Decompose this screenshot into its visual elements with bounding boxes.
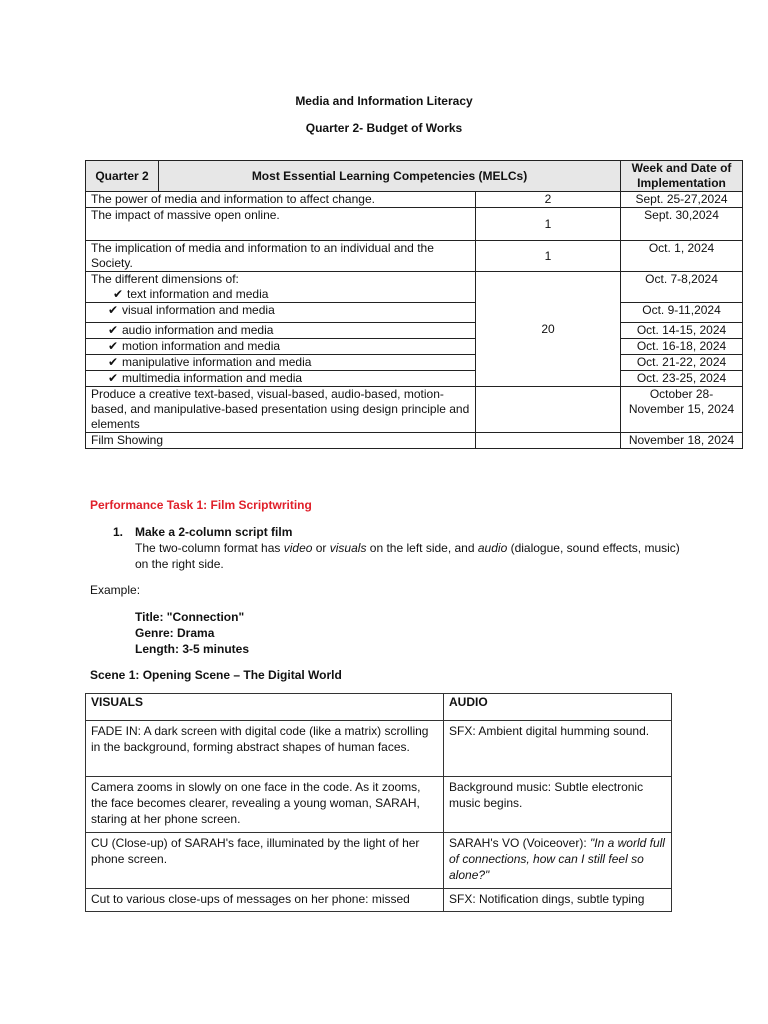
table-row bbox=[86, 303, 743, 323]
days-cell: 1 bbox=[476, 241, 621, 272]
header-quarter: Quarter 2 bbox=[86, 161, 159, 192]
date-cell: Sept. 25-27,2024 bbox=[621, 192, 743, 208]
competency-text: The implication of media and information to an individual and the Society. bbox=[86, 241, 476, 272]
visual-cell: FADE IN: A dark screen with digital code (like a matrix) scrolling in the background, forming abstract shapes of human faces. bbox=[86, 721, 444, 777]
date-cell: November 18, 2024 bbox=[621, 433, 743, 449]
visual-cell: Cut to various close-ups of messages on her phone: missed bbox=[86, 889, 444, 912]
competency-text: The impact of massive open online. bbox=[86, 208, 476, 241]
table-row bbox=[86, 272, 743, 303]
date-cell: Oct. 16-18, 2024 bbox=[621, 339, 743, 355]
competency-subitem: text information and media bbox=[127, 287, 269, 301]
date-cell: Oct. 9-11,2024 bbox=[621, 303, 743, 323]
competency-subitem: manipulative information and media bbox=[122, 355, 312, 369]
visual-cell: CU (Close-up) of SARAH's face, illuminated by the light of her phone screen. bbox=[86, 833, 444, 889]
date-cell: Oct. 14-15, 2024 bbox=[621, 323, 743, 339]
audio-cell: SFX: Ambient digital humming sound. bbox=[444, 721, 672, 777]
date-cell: Oct. 7-8,2024 bbox=[621, 272, 743, 303]
date-cell: Oct. 21-22, 2024 bbox=[621, 355, 743, 371]
days-cell-empty bbox=[476, 433, 621, 449]
example-label: Example: bbox=[90, 583, 141, 597]
document-title: Media and Information Literacy bbox=[295, 94, 473, 108]
table-row bbox=[86, 387, 743, 433]
scene-heading: Scene 1: Opening Scene – The Digital World bbox=[90, 668, 342, 682]
list-item bbox=[86, 355, 476, 371]
table-row bbox=[86, 777, 672, 833]
table-row bbox=[86, 208, 743, 241]
audio-cell: Background music: Subtle electronic music begins. bbox=[444, 777, 672, 833]
date-cell: Oct. 23-25, 2024 bbox=[621, 371, 743, 387]
list-item bbox=[86, 371, 476, 387]
table-row bbox=[86, 721, 672, 777]
task-item-number: 1. bbox=[113, 525, 124, 539]
audio-cell: SARAH's VO (Voiceover): "In a world full of connections, how can I still feel so alone?" bbox=[444, 833, 672, 889]
days-cell: 2 bbox=[476, 192, 621, 208]
performance-task-heading: Performance Task 1: Film Scriptwriting bbox=[90, 498, 312, 512]
script-length: Length: 3-5 minutes bbox=[135, 642, 250, 656]
script-genre: Genre: Drama bbox=[135, 626, 215, 640]
checkmark-icon: ✔ bbox=[108, 303, 119, 317]
list-item bbox=[86, 303, 476, 323]
checkmark-icon: ✔ bbox=[108, 355, 119, 369]
visual-cell: Camera zooms in slowly on one face in the code. As it zooms, the face becomes clearer, revealing a young woman, SARAH, staring at her phone screen. bbox=[86, 777, 444, 833]
days-cell-dimensions: 20 bbox=[476, 272, 621, 387]
competency-text: Produce a creative text-based, visual-based, audio-based, motion-based, and manipulative-based presentation using design principle and elements bbox=[86, 387, 476, 433]
competency-text: Film Showing bbox=[86, 433, 476, 449]
competency-cell bbox=[86, 272, 476, 303]
table-row bbox=[86, 323, 743, 339]
days-cell-empty bbox=[476, 387, 621, 433]
date-cell: October 28-November 15, 2024 bbox=[621, 387, 743, 433]
header-visuals: VISUALS bbox=[86, 694, 444, 721]
competency-subitem: multimedia information and media bbox=[122, 371, 303, 385]
table-row bbox=[86, 192, 743, 208]
checkmark-icon: ✔ bbox=[113, 287, 124, 301]
document-subtitle: Quarter 2- Budget of Works bbox=[305, 121, 463, 135]
table-row bbox=[86, 339, 743, 355]
script-table bbox=[85, 693, 672, 912]
checkmark-icon: ✔ bbox=[108, 339, 119, 353]
table-row bbox=[86, 889, 672, 912]
competency-text: The power of media and information to affect change. bbox=[86, 192, 476, 208]
competency-subitem: visual information and media bbox=[122, 303, 275, 317]
script-header-row bbox=[86, 694, 672, 721]
table-row bbox=[86, 241, 743, 272]
checkmark-icon: ✔ bbox=[108, 371, 119, 385]
list-item bbox=[86, 339, 476, 355]
days-cell: 1 bbox=[476, 208, 621, 241]
checkmark-icon: ✔ bbox=[108, 323, 119, 337]
table-row bbox=[86, 833, 672, 889]
header-melcs: Most Essential Learning Competencies (MELCs) bbox=[159, 161, 621, 192]
list-item bbox=[91, 287, 470, 302]
audio-cell: SFX: Notification dings, subtle typing bbox=[444, 889, 672, 912]
header-week-date: Week and Date of Implementation bbox=[621, 161, 743, 192]
budget-of-works-table bbox=[85, 160, 743, 449]
table-row bbox=[86, 371, 743, 387]
table-row bbox=[86, 355, 743, 371]
competency-subitem: motion information and media bbox=[122, 339, 281, 353]
date-cell: Oct. 1, 2024 bbox=[621, 241, 743, 272]
task-description: The two-column format has video or visuals on the left side, and audio (dialogue, sound effects, music) on the right side. bbox=[135, 541, 680, 571]
task-item-title: Make a 2-column script film bbox=[135, 525, 293, 539]
script-title: Title: "Connection" bbox=[135, 610, 245, 624]
competency-text: The different dimensions of: bbox=[91, 272, 239, 286]
table-header-row bbox=[86, 161, 743, 192]
list-item bbox=[86, 323, 476, 339]
table-row bbox=[86, 433, 743, 449]
date-cell: Sept. 30,2024 bbox=[621, 208, 743, 241]
header-audio: AUDIO bbox=[444, 694, 672, 721]
competency-subitem: audio information and media bbox=[122, 323, 274, 337]
